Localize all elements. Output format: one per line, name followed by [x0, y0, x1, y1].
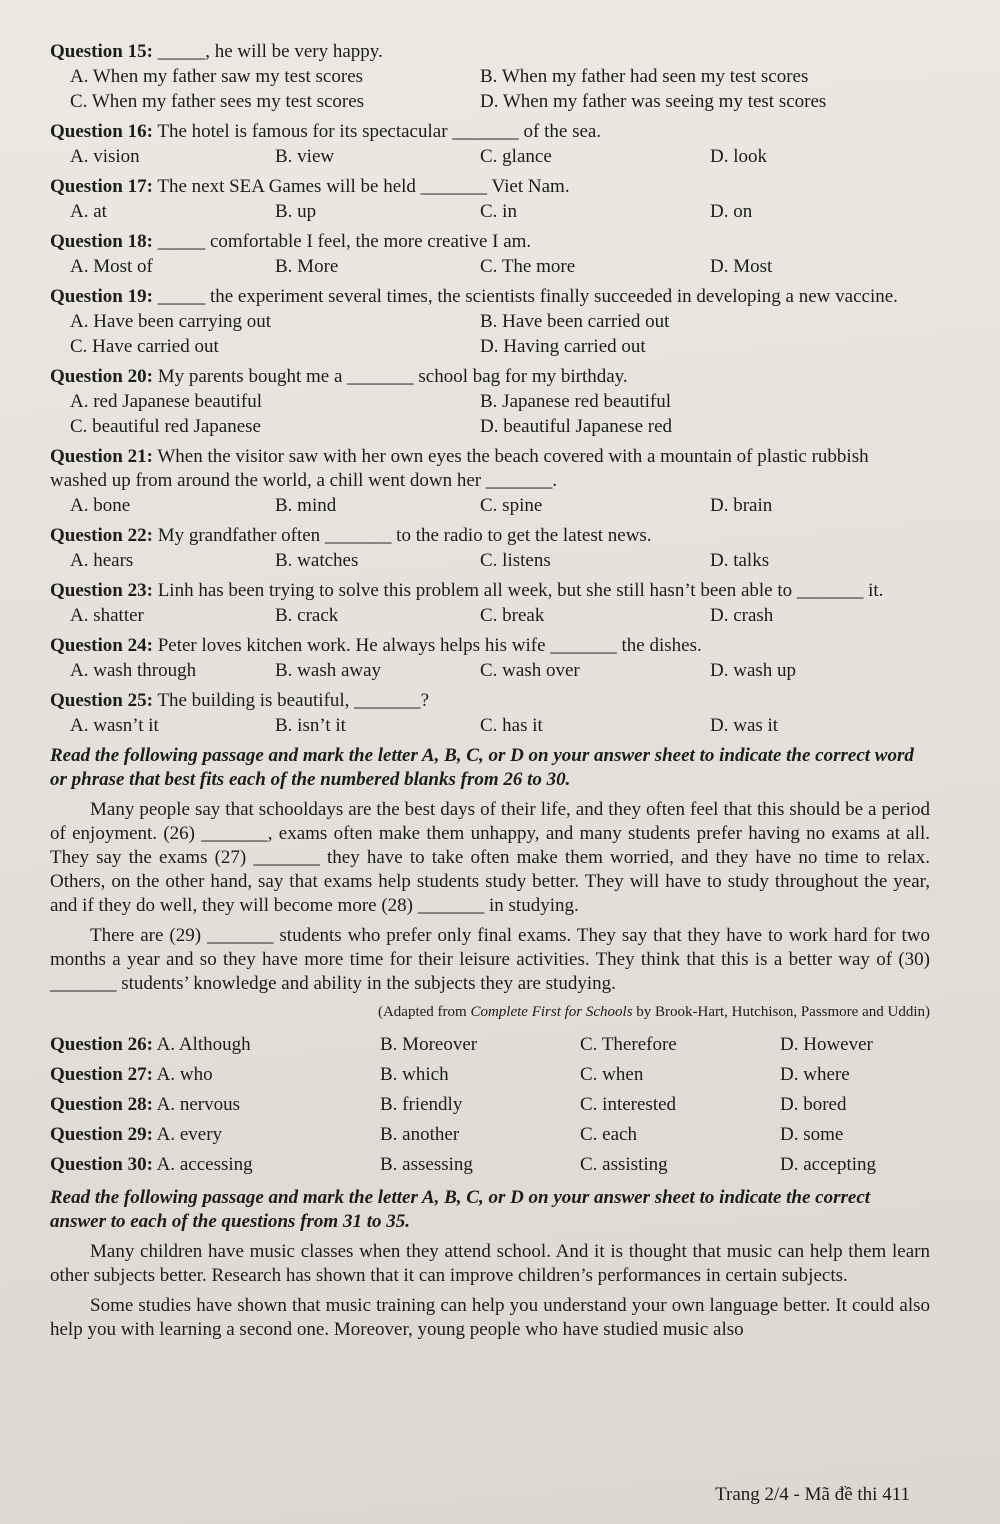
question-23	[50, 579, 930, 628]
question-stem	[50, 120, 930, 144]
question-18	[50, 230, 930, 279]
answer-option[interactable]: D. When my father was seeing my test scores	[480, 91, 827, 112]
question-label: Question 26:	[50, 1034, 153, 1055]
question-stem	[50, 689, 930, 713]
answer-option[interactable]: D. Most	[710, 256, 773, 277]
passage-2-paragraph-1: Many children have music classes when they attend school. And it is thought that music can help them learn other subjects better. Research has shown that it can improve children’s performances in certain subjects.	[50, 1241, 930, 1286]
question-label: Question 24:	[50, 635, 153, 656]
passage-2-paragraph-2: Some studies have shown that music training can help you understand your own language better. It could also help you with learning a second one. Moreover, young people who have studied music also	[50, 1295, 930, 1340]
answer-option[interactable]: B. Moreover	[380, 1034, 478, 1055]
question-stem	[50, 365, 930, 389]
question-text: The next SEA Games will be held _______ Viet Nam.	[152, 176, 570, 197]
passage-1-source: (Adapted from Complete First for Schools by Brook-Hart, Hutchison, Passmore and Uddin)	[377, 1004, 930, 1020]
answer-options	[50, 254, 930, 279]
answer-option[interactable]: B. mind	[275, 495, 337, 516]
question-stem	[50, 175, 930, 199]
answer-option[interactable]: A. wash through	[70, 660, 197, 681]
question-text: _____, he will be very happy.	[152, 41, 383, 62]
answer-option[interactable]: C. listens	[480, 550, 551, 571]
answer-option[interactable]: A. every	[156, 1124, 223, 1145]
answer-option[interactable]: D. look	[710, 146, 767, 167]
answer-option[interactable]: B. friendly	[380, 1094, 463, 1115]
question-label: Question 20:	[50, 366, 153, 387]
answer-option[interactable]: B. More	[275, 256, 339, 277]
answer-options	[50, 144, 930, 169]
answer-option[interactable]: D. where	[780, 1064, 850, 1085]
answer-option[interactable]: B. When my father had seen my test scores	[480, 66, 809, 87]
question-text: When the visitor saw with her own eyes the beach covered with a mountain of plastic rubbish washed up from around the world, a chill went down her _______.	[50, 446, 869, 491]
question-22	[50, 524, 930, 573]
answer-option[interactable]: D. beautiful Japanese red	[480, 416, 673, 437]
answer-options	[50, 603, 930, 628]
answer-options	[50, 658, 930, 683]
question-label: Question 25:	[50, 690, 153, 711]
answer-option[interactable]: C. beautiful red Japanese	[70, 416, 261, 437]
answer-option[interactable]: B. wash away	[275, 660, 382, 681]
answer-option[interactable]: C. Have carried out	[70, 336, 219, 357]
cloze-question-30	[50, 1150, 930, 1180]
answer-option[interactable]: C. wash over	[480, 660, 580, 681]
answer-option[interactable]: D. bored	[780, 1094, 847, 1115]
answer-option[interactable]: B. view	[275, 146, 335, 167]
cloze-question-29	[50, 1120, 930, 1150]
answer-option[interactable]: D. However	[780, 1034, 873, 1055]
answer-option[interactable]: A. Although	[156, 1034, 251, 1055]
answer-option[interactable]: D. crash	[710, 605, 774, 626]
answer-options	[50, 713, 930, 738]
answer-option[interactable]: C. spine	[480, 495, 543, 516]
question-text: The building is beautiful, _______?	[152, 690, 430, 711]
answer-option[interactable]: B. watches	[275, 550, 359, 571]
cloze-question-26	[50, 1030, 930, 1060]
answer-option[interactable]: D. Having carried out	[480, 336, 646, 357]
source-title: Complete First for Schools	[470, 1004, 633, 1020]
cloze-label-and-option-a	[50, 1090, 380, 1120]
cloze-label-and-option-a	[50, 1120, 380, 1150]
passage-2-instruction: Read the following passage and mark the letter A, B, C, or D on your answer sheet to indicate the correct answer to each of the questions from 31 to 35.	[50, 1187, 871, 1232]
question-label: Question 19:	[50, 286, 153, 307]
answer-option[interactable]: A. wasn’t it	[70, 715, 159, 736]
answer-option[interactable]: C. glance	[480, 146, 552, 167]
question-label: Question 27:	[50, 1064, 153, 1085]
cloze-label-and-option-a	[50, 1150, 380, 1180]
answer-option[interactable]: B. Have been carried out	[480, 311, 670, 332]
answer-option[interactable]: D. was it	[710, 715, 779, 736]
answer-option[interactable]: A. Have been carrying out	[70, 311, 272, 332]
answer-options	[50, 389, 930, 439]
question-label: Question 29:	[50, 1124, 153, 1145]
answer-option[interactable]: C. each	[580, 1124, 637, 1145]
question-25	[50, 689, 930, 738]
answer-option[interactable]: C. has it	[480, 715, 543, 736]
question-15	[50, 40, 930, 114]
question-text: My grandfather often _______ to the radio to get the latest news.	[152, 525, 652, 546]
passage-1-paragraph-1: Many people say that schooldays are the best days of their life, and they often feel that this should be a period of enjoyment. (26) _______, exams often make them unhappy, and many students prefer having no exams at all. They say the exams (27) _______ they have to take often make them worried, and they have no time to relax. Others, on the other hand, say that exams help students study better. They will have to study throughout the year, and if they do well, they will become more (28) _______ in studying.	[50, 799, 930, 916]
answer-option[interactable]: A. bone	[70, 495, 131, 516]
question-text: My parents bought me a _______ school bag for my birthday.	[152, 366, 628, 387]
answer-option[interactable]: D. wash up	[710, 660, 797, 681]
cloze-label-and-option-a	[50, 1060, 380, 1090]
question-stem	[50, 285, 930, 309]
answer-option[interactable]: C. interested	[580, 1094, 677, 1115]
cloze-question-27	[50, 1060, 930, 1090]
cloze-label-and-option-a	[50, 1030, 380, 1060]
answer-option[interactable]: D. talks	[710, 550, 770, 571]
answer-option[interactable]: B. crack	[275, 605, 339, 626]
question-19	[50, 285, 930, 359]
answer-option[interactable]: A. who	[156, 1064, 213, 1085]
page-footer: Trang 2/4 - Mã đề thi 411	[715, 1484, 910, 1505]
answer-option[interactable]: A. at	[70, 201, 107, 222]
answer-option[interactable]: A. Most of	[70, 256, 153, 277]
question-label: Question 16:	[50, 121, 153, 142]
answer-option[interactable]: B. assessing	[380, 1154, 473, 1175]
question-text: Linh has been trying to solve this problem all week, but she still hasn’t been able to _______ it.	[152, 580, 884, 601]
passage-2	[50, 1186, 930, 1342]
question-label: Question 15:	[50, 41, 153, 62]
question-20	[50, 365, 930, 439]
answer-option[interactable]: B. up	[275, 201, 317, 222]
question-text: _____ the experiment several times, the scientists finally succeeded in developing a new vaccine.	[152, 286, 898, 307]
answer-option[interactable]: D. accepting	[780, 1154, 877, 1175]
answer-option[interactable]: B. another	[380, 1124, 460, 1145]
answer-options	[50, 309, 930, 359]
question-stem	[50, 230, 930, 254]
answer-option[interactable]: C. assisting	[580, 1154, 668, 1175]
question-16	[50, 120, 930, 169]
question-label: Question 18:	[50, 231, 153, 252]
question-label: Question 21:	[50, 446, 153, 467]
question-stem	[50, 524, 930, 548]
question-text: _____ comfortable I feel, the more creative I am.	[152, 231, 532, 252]
answer-options	[50, 199, 930, 224]
passage-1-instruction: Read the following passage and mark the letter A, B, C, or D on your answer sheet to indicate the correct word or phrase that best fits each of the numbered blanks from 26 to 30.	[50, 745, 914, 790]
answer-option[interactable]: A. When my father saw my test scores	[70, 66, 364, 87]
answer-option[interactable]: B. isn’t it	[275, 715, 346, 736]
answer-option[interactable]: D. brain	[710, 495, 773, 516]
answer-option[interactable]: C. Therefore	[580, 1034, 677, 1055]
passage-1-paragraph-2: There are (29) _______ students who prefer only final exams. They say that they have to work hard for two months a year and so they have more time for their leisure activities. They think that this is a better way of (30) _______ students’ knowledge and ability in the subjects they are studying.	[50, 925, 930, 994]
answer-option[interactable]: C. in	[480, 201, 517, 222]
answer-option[interactable]: A. accessing	[156, 1154, 253, 1175]
answer-option[interactable]: A. vision	[70, 146, 140, 167]
question-label: Question 22:	[50, 525, 153, 546]
question-list	[50, 40, 930, 738]
answer-option[interactable]: C. break	[480, 605, 545, 626]
question-label: Question 23:	[50, 580, 153, 601]
question-stem	[50, 579, 930, 603]
question-label: Question 28:	[50, 1094, 153, 1115]
question-17	[50, 175, 930, 224]
question-label: Question 17:	[50, 176, 153, 197]
question-label: Question 30:	[50, 1154, 153, 1175]
question-text: The hotel is famous for its spectacular _______ of the sea.	[152, 121, 602, 142]
answer-options	[50, 64, 930, 114]
question-21	[50, 445, 930, 518]
question-stem	[50, 445, 930, 493]
answer-option[interactable]: C. When my father sees my test scores	[70, 91, 365, 112]
question-text: Peter loves kitchen work. He always helps his wife _______ the dishes.	[152, 635, 702, 656]
cloze-questions	[50, 1030, 930, 1180]
answer-option[interactable]: C. when	[580, 1064, 644, 1085]
answer-option[interactable]: B. Japanese red beautiful	[480, 391, 671, 412]
cloze-question-28	[50, 1090, 930, 1120]
question-stem	[50, 40, 930, 64]
answer-option[interactable]: D. on	[710, 201, 753, 222]
answer-option[interactable]: B. which	[380, 1064, 449, 1085]
question-stem	[50, 634, 930, 658]
answer-option[interactable]: A. red Japanese beautiful	[70, 391, 263, 412]
answer-option[interactable]: A. shatter	[70, 605, 144, 626]
answer-option[interactable]: A. hears	[70, 550, 134, 571]
answer-option[interactable]: D. some	[780, 1124, 844, 1145]
answer-options	[50, 548, 930, 573]
answer-options	[50, 493, 930, 518]
passage-1	[50, 744, 930, 1022]
answer-option[interactable]: A. nervous	[156, 1094, 241, 1115]
question-24	[50, 634, 930, 683]
answer-option[interactable]: C. The more	[480, 256, 576, 277]
